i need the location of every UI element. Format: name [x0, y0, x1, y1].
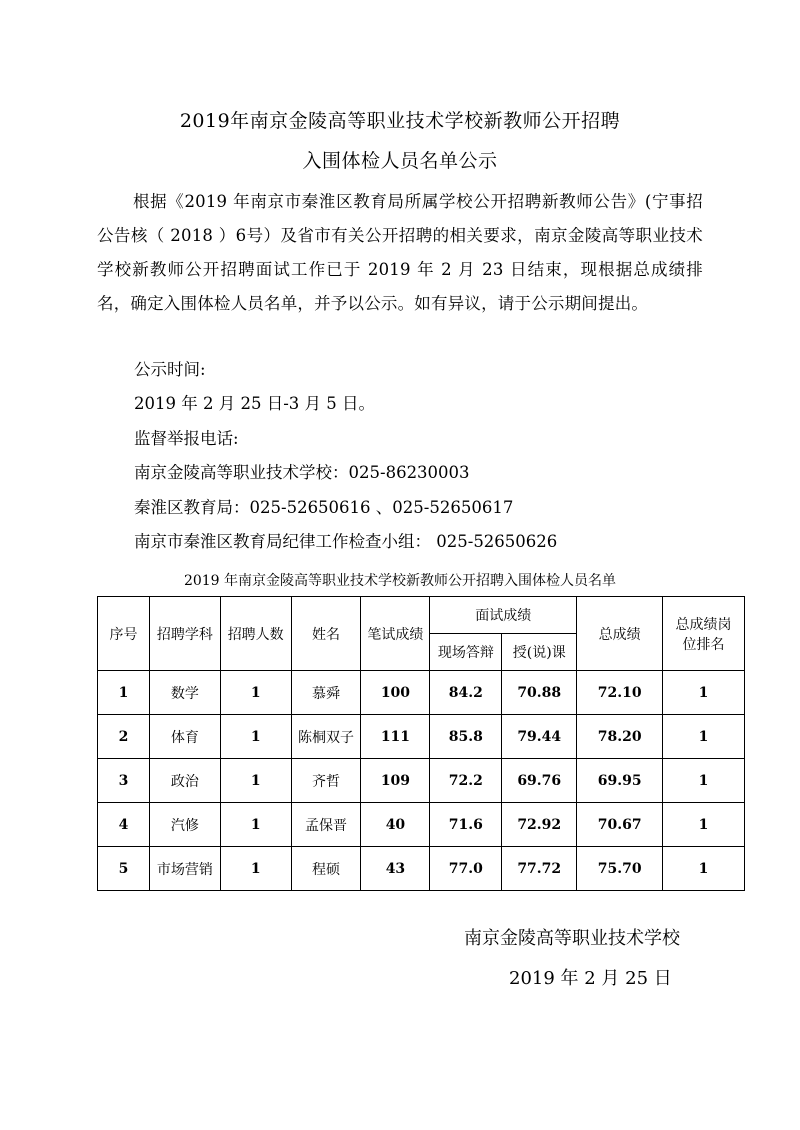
cell-debate: 85.8 — [430, 715, 502, 759]
cell-rank: 1 — [663, 671, 745, 715]
table-row — [98, 847, 745, 891]
cell-debate: 72.2 — [430, 759, 502, 803]
cell-subject: 数学 — [149, 671, 220, 715]
cell-name: 程硕 — [291, 847, 361, 891]
header-written: 笔试成绩 — [361, 597, 430, 671]
document-title-line-1: 2019年南京金陵高等职业技术学校新教师公开招聘 — [179, 110, 621, 132]
header-interview-debate: 现场答辩 — [430, 634, 502, 671]
cell-lecture: 72.92 — [502, 803, 577, 847]
header-interview: 面试成绩 — [430, 597, 577, 634]
header-subject: 招聘学科 — [149, 597, 220, 671]
cell-index: 5 — [98, 847, 150, 891]
cell-rank: 1 — [663, 715, 745, 759]
cell-rank: 1 — [663, 847, 745, 891]
cell-lecture: 77.72 — [502, 847, 577, 891]
cell-quota: 1 — [220, 715, 291, 759]
signature-date: 2019 年 2 月 25 日 — [509, 968, 672, 989]
cell-name: 慕舜 — [291, 671, 361, 715]
cell-lecture: 69.76 — [502, 759, 577, 803]
cell-total: 72.10 — [577, 671, 663, 715]
cell-total: 78.20 — [577, 715, 663, 759]
cell-index: 4 — [98, 803, 150, 847]
cell-written: 40 — [361, 803, 430, 847]
cell-lecture: 70.88 — [502, 671, 577, 715]
cell-name: 齐哲 — [291, 759, 361, 803]
table-row — [98, 671, 745, 715]
document-title-line-2: 入围体检人员名单公示 — [302, 150, 498, 172]
cell-written: 100 — [361, 671, 430, 715]
cell-debate: 71.6 — [430, 803, 502, 847]
contact-line: 南京市秦淮区教育局纪律工作检查小组： 025-52650626 — [134, 532, 558, 551]
signature-organization: 南京金陵高等职业技术学校 — [464, 928, 680, 949]
cell-name: 陈桐双子 — [291, 715, 361, 759]
header-total: 总成绩 — [577, 597, 663, 671]
cell-debate: 84.2 — [430, 671, 502, 715]
cell-index: 3 — [98, 759, 150, 803]
cell-written: 109 — [361, 759, 430, 803]
table-row — [98, 803, 745, 847]
cell-index: 1 — [98, 671, 150, 715]
contact-line: 南京金陵高等职业技术学校：025-86230003 — [134, 463, 470, 482]
cell-subject: 体育 — [149, 715, 220, 759]
cell-debate: 77.0 — [430, 847, 502, 891]
cell-total: 69.95 — [577, 759, 663, 803]
contact-line: 秦淮区教育局：025-52650616 、025-52650617 — [134, 498, 514, 517]
table-caption: 2019 年南京金陵高等职业技术学校新教师公开招聘入围体检人员名单 — [183, 573, 617, 589]
header-index: 序号 — [98, 597, 150, 671]
cell-rank: 1 — [663, 803, 745, 847]
cell-total: 75.70 — [577, 847, 663, 891]
cell-quota: 1 — [220, 847, 291, 891]
cell-quota: 1 — [220, 803, 291, 847]
header-interview-lecture: 授(说)课 — [502, 634, 577, 671]
table-row — [98, 715, 745, 759]
hotline-label: 监督举报电话: — [134, 429, 239, 448]
cell-subject: 市场营销 — [149, 847, 220, 891]
candidate-table — [97, 596, 745, 891]
cell-subject: 汽修 — [149, 803, 220, 847]
body-paragraph: 根据《2019 年南京市秦淮区教育局所属学校公开招聘新教师公告》(宁事招公告核（ 2018 ）6号）及省市有关公开招聘的相关要求，南京金陵高等职业技术学校新教师公开招聘面试工作已于 2019 年 2 月 23 日结束，现根据总成绩排名，确定入围体检人员名单，并予以公示。如有异议，请于公示期间提出。 — [97, 192, 703, 313]
notice-period-value: 2019 年 2 月 25 日-3 月 5 日。 — [134, 394, 376, 413]
notice-period-label: 公示时间: — [134, 360, 206, 379]
cell-quota: 1 — [220, 759, 291, 803]
cell-written: 43 — [361, 847, 430, 891]
cell-index: 2 — [98, 715, 150, 759]
cell-lecture: 79.44 — [502, 715, 577, 759]
header-name: 姓名 — [291, 597, 361, 671]
cell-subject: 政治 — [149, 759, 220, 803]
header-rank: 总成绩岗位排名 — [663, 597, 745, 671]
cell-name: 孟保晋 — [291, 803, 361, 847]
cell-rank: 1 — [663, 759, 745, 803]
cell-written: 111 — [361, 715, 430, 759]
cell-quota: 1 — [220, 671, 291, 715]
cell-total: 70.67 — [577, 803, 663, 847]
header-quota: 招聘人数 — [220, 597, 291, 671]
table-row — [98, 759, 745, 803]
